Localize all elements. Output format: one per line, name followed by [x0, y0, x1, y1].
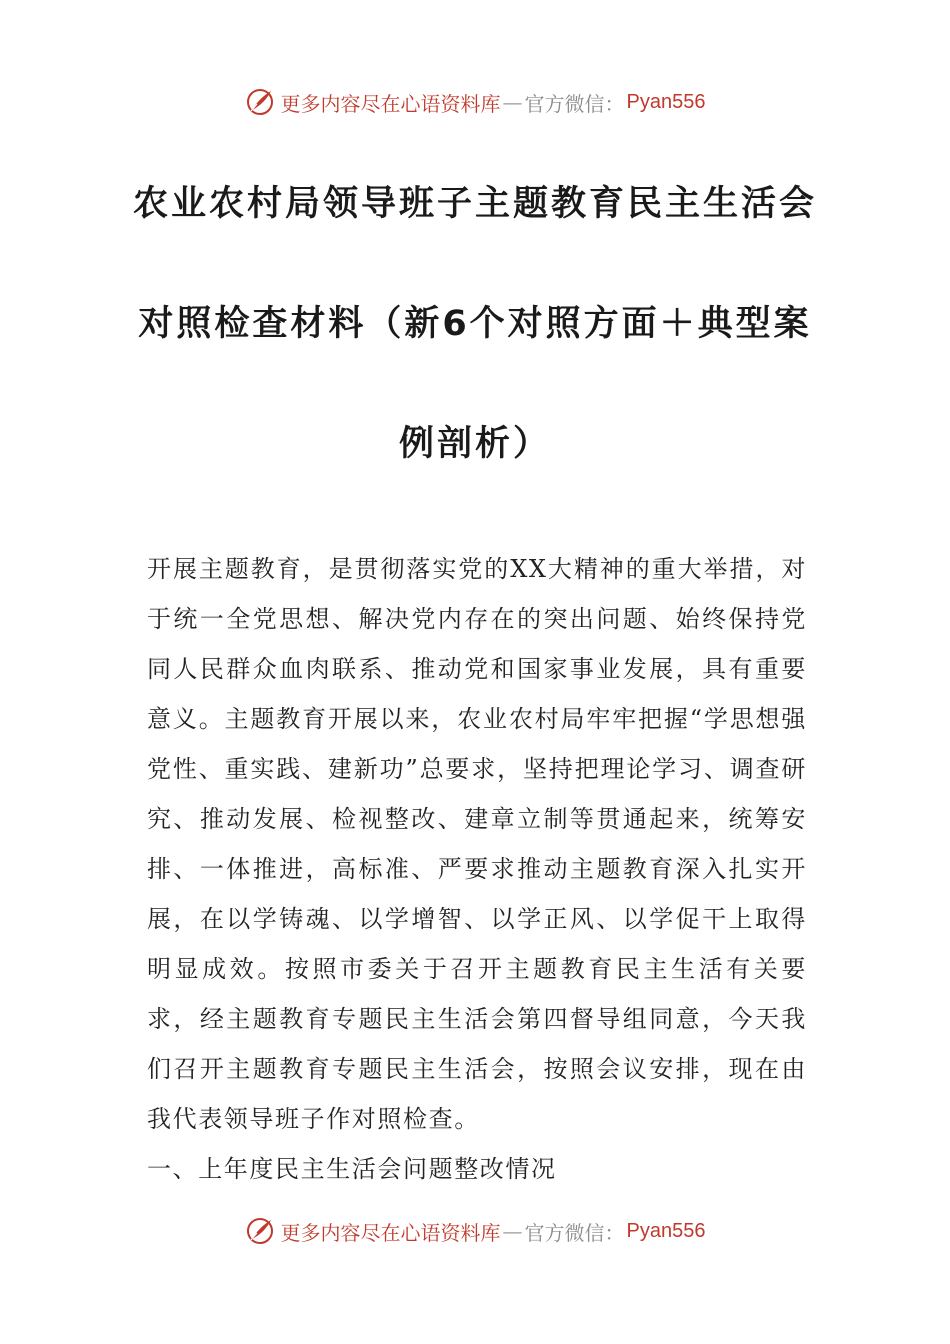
watermark-site-name: 更多内容尽在心语资料库	[280, 1220, 501, 1245]
watermark-wechat-label: 官方微信：	[524, 1220, 625, 1245]
document-title-line-1: 农业农村局领导班子主题教育民主生活会	[132, 184, 817, 224]
section-heading: 一、上年度民主生活会问题整改情况	[147, 1155, 557, 1183]
footer-watermark	[0, 1211, 950, 1251]
watermark-wechat-id: Pyan556	[626, 90, 706, 113]
header-watermark	[0, 82, 950, 122]
watermark-wechat-label: 官方微信：	[524, 91, 625, 116]
watermark-separator: —	[502, 90, 523, 114]
quill-logo-icon	[245, 1216, 275, 1246]
watermark-site-name: 更多内容尽在心语资料库	[280, 91, 501, 116]
watermark-separator: —	[502, 1219, 523, 1243]
document-title-line-2: 对照检查材料（新6个对照方面＋典型案	[138, 304, 812, 344]
body-paragraph: 开展主题教育，是贯彻落实党的XX大精神的重大举措，对于统一全党思想、解决党内存在的突出问题、始终保持党同人民群众血肉联系、推动党和国家事业发展，具有重要意义。主题教育开展以来，农业农村局牢牢把握“学思想强党性、重实践、建新功”总要求，坚持把理论学习、调查研究、推动发展、检视整改、建章立制等贯通起来，统筹安排、一体推进，高标准、严要求推动主题教育深入扎实开展，在以学铸魂、以学增智、以学正风、以学促干上取得明显成效。按照市委关于召开主题教育民主生活有关要求，经主题教育专题民主生活会第四督导组同意，今天我们召开主题教育专题民主生活会，按照会议安排，现在由我代表领导班子作对照检查。	[147, 555, 807, 1133]
quill-logo-icon	[245, 87, 275, 117]
document-title-line-3: 例剖析）	[398, 424, 551, 464]
watermark-wechat-id: Pyan556	[626, 1219, 706, 1242]
